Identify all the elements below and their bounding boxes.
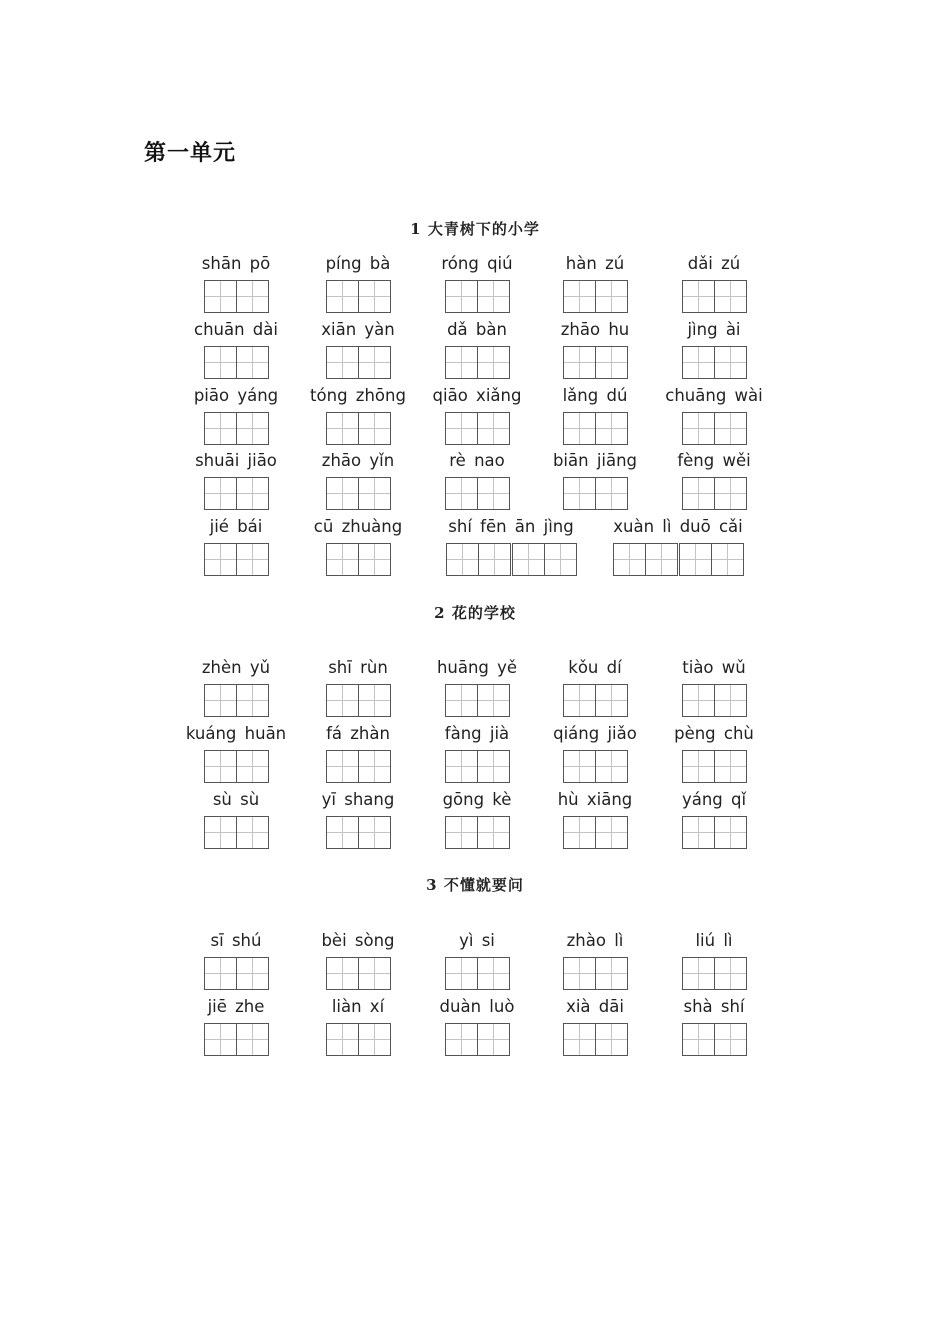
writing-box-group [563, 750, 628, 783]
writing-grid [204, 412, 269, 445]
writing-grid [445, 477, 510, 510]
writing-box[interactable] [595, 750, 628, 783]
writing-box[interactable] [714, 412, 747, 445]
writing-grid [326, 477, 391, 510]
writing-box[interactable] [563, 816, 596, 849]
pinyin-label: qiáng jiǎo [553, 724, 637, 743]
writing-grid [326, 412, 391, 445]
writing-box[interactable] [682, 477, 715, 510]
writing-box[interactable] [711, 543, 744, 576]
writing-box[interactable] [236, 280, 269, 313]
word-row [0, 722, 950, 788]
writing-box[interactable] [358, 346, 391, 379]
writing-box[interactable] [445, 816, 478, 849]
writing-box[interactable] [358, 750, 391, 783]
writing-box[interactable] [358, 957, 391, 990]
writing-box[interactable] [445, 1023, 478, 1056]
pinyin-label: jiē zhe [207, 997, 265, 1016]
pinyin-label: tóng zhōng [310, 386, 406, 405]
pinyin-label: bèi sòng [321, 931, 395, 950]
writing-box[interactable] [595, 816, 628, 849]
writing-box-group [445, 412, 510, 445]
writing-box[interactable] [445, 750, 478, 783]
writing-box[interactable] [682, 684, 715, 717]
writing-box[interactable] [326, 477, 359, 510]
writing-box[interactable] [236, 543, 269, 576]
writing-box[interactable] [358, 412, 391, 445]
writing-grid [682, 750, 747, 783]
writing-grid [682, 816, 747, 849]
writing-box[interactable] [204, 280, 237, 313]
pinyin-label: shuāi jiāo [195, 451, 277, 470]
writing-box[interactable] [682, 750, 715, 783]
writing-grid [563, 957, 628, 990]
pinyin-label: jìng ài [687, 320, 741, 339]
writing-grid [682, 684, 747, 717]
writing-grid [445, 684, 510, 717]
word-row [0, 656, 950, 722]
writing-grid [563, 816, 628, 849]
writing-box[interactable] [563, 957, 596, 990]
word-item [624, 929, 804, 994]
writing-box[interactable] [682, 346, 715, 379]
writing-box-group [445, 957, 510, 990]
writing-box[interactable] [563, 280, 596, 313]
writing-grid [682, 477, 747, 510]
writing-grid [613, 543, 744, 576]
writing-box-group [682, 816, 747, 849]
writing-box-group [204, 957, 269, 990]
writing-box[interactable] [682, 957, 715, 990]
writing-box[interactable] [445, 412, 478, 445]
word-row [0, 995, 950, 1061]
writing-box[interactable] [563, 684, 596, 717]
writing-box-group [445, 1023, 510, 1056]
pinyin-label: dǎ bàn [447, 320, 507, 339]
pinyin-label: biān jiāng [552, 451, 638, 470]
writing-grid [682, 1023, 747, 1056]
writing-box-group [563, 957, 628, 990]
writing-grid [326, 684, 391, 717]
writing-box[interactable] [204, 750, 237, 783]
pinyin-label: yì si [459, 931, 495, 950]
writing-grid [445, 1023, 510, 1056]
writing-grid [563, 280, 628, 313]
writing-box[interactable] [595, 477, 628, 510]
writing-box-group [326, 750, 391, 783]
writing-box[interactable] [595, 684, 628, 717]
writing-box[interactable] [682, 816, 715, 849]
writing-box[interactable] [679, 543, 712, 576]
writing-box-group [326, 957, 391, 990]
pinyin-label: tiào wǔ [682, 658, 746, 677]
writing-box-group [204, 1023, 269, 1056]
writing-box[interactable] [358, 280, 391, 313]
writing-box-group [326, 280, 391, 313]
pinyin-label: chuān dài [194, 320, 278, 339]
pinyin-label: rè nao [449, 451, 505, 470]
writing-grid [682, 346, 747, 379]
word-item [624, 252, 804, 317]
writing-grid [682, 412, 747, 445]
writing-box-group [682, 1023, 747, 1056]
pinyin-label: sù sù [212, 790, 260, 809]
word-row [0, 788, 950, 854]
writing-box-group [445, 750, 510, 783]
writing-grid [445, 750, 510, 783]
pinyin-label: zhèn yǔ [201, 658, 271, 677]
pinyin-label: kǒu dí [568, 658, 622, 677]
pinyin-label: piāo yáng [193, 386, 279, 405]
writing-grid [204, 816, 269, 849]
writing-grid [204, 684, 269, 717]
writing-box-group [204, 280, 269, 313]
writing-box-group [682, 280, 747, 313]
writing-box[interactable] [236, 1023, 269, 1056]
writing-box-group [613, 543, 678, 576]
writing-box[interactable] [326, 412, 359, 445]
pinyin-label: chuāng wài [665, 386, 763, 405]
writing-grid [326, 750, 391, 783]
pinyin-label: zhāo yǐn [321, 451, 395, 470]
word-row [0, 384, 950, 450]
writing-box-group [682, 750, 747, 783]
pinyin-label: cū zhuàng [313, 517, 403, 536]
word-item [624, 722, 804, 787]
writing-grid [204, 477, 269, 510]
pinyin-label: fàng jià [444, 724, 510, 743]
writing-box[interactable] [714, 477, 747, 510]
writing-box-group [204, 477, 269, 510]
pinyin-label: duàn luò [439, 997, 515, 1016]
writing-box[interactable] [236, 816, 269, 849]
writing-grid [563, 684, 628, 717]
pinyin-label: jié bái [209, 517, 263, 536]
word-item [624, 449, 804, 514]
word-row [0, 449, 950, 515]
writing-box[interactable] [326, 816, 359, 849]
pinyin-label: fá zhàn [326, 724, 390, 743]
writing-box-group [204, 750, 269, 783]
pinyin-label: shān pō [201, 254, 271, 273]
writing-grid [563, 1023, 628, 1056]
word-row [0, 515, 950, 581]
writing-box-group [326, 816, 391, 849]
writing-box-group [563, 477, 628, 510]
writing-box[interactable] [563, 412, 596, 445]
writing-box[interactable] [563, 477, 596, 510]
writing-box[interactable] [204, 684, 237, 717]
writing-box[interactable] [358, 684, 391, 717]
writing-box[interactable] [595, 346, 628, 379]
writing-box[interactable] [445, 684, 478, 717]
lesson-title: 2 花的学校 [434, 604, 516, 622]
pinyin-label: shī rùn [328, 658, 388, 677]
writing-grid [326, 1023, 391, 1056]
writing-grid [326, 346, 391, 379]
writing-box-group [204, 684, 269, 717]
writing-grid [204, 750, 269, 783]
writing-box[interactable] [714, 280, 747, 313]
writing-grid [563, 750, 628, 783]
writing-box[interactable] [204, 543, 237, 576]
writing-box-group [563, 816, 628, 849]
writing-box-group [446, 543, 511, 576]
pinyin-label: shí fēn ān jìng [448, 517, 574, 536]
unit-title: 第一单元 [144, 140, 237, 166]
writing-box-group [563, 280, 628, 313]
pinyin-label: liú lì [695, 931, 733, 950]
writing-box[interactable] [204, 957, 237, 990]
lesson-title: 3 不懂就要问 [426, 876, 524, 894]
writing-box-group [682, 957, 747, 990]
writing-box-group [204, 816, 269, 849]
writing-box[interactable] [613, 543, 646, 576]
writing-box[interactable] [236, 957, 269, 990]
writing-box-group [445, 477, 510, 510]
writing-box[interactable] [236, 346, 269, 379]
pinyin-label: dǎi zú [687, 254, 741, 273]
writing-box[interactable] [326, 1023, 359, 1056]
writing-box[interactable] [714, 684, 747, 717]
writing-box-group [682, 684, 747, 717]
pinyin-label: pèng chù [674, 724, 754, 743]
writing-box[interactable] [204, 477, 237, 510]
pinyin-label: xuàn lì duō cǎi [613, 517, 743, 536]
writing-box-group [445, 816, 510, 849]
writing-box[interactable] [563, 750, 596, 783]
writing-box[interactable] [445, 346, 478, 379]
writing-box[interactable] [204, 1023, 237, 1056]
writing-box[interactable] [563, 1023, 596, 1056]
writing-grid [204, 543, 269, 576]
pinyin-label: gōng kè [442, 790, 512, 809]
word-item [624, 788, 804, 853]
writing-grid [326, 957, 391, 990]
writing-box[interactable] [236, 684, 269, 717]
writing-grid [445, 346, 510, 379]
writing-box-group [326, 477, 391, 510]
writing-box-group [204, 346, 269, 379]
pinyin-label: shà shí [683, 997, 745, 1016]
writing-grid [204, 346, 269, 379]
pinyin-label: yáng qǐ [681, 790, 747, 809]
writing-grid [445, 816, 510, 849]
pinyin-label: sī shú [210, 931, 262, 950]
writing-box[interactable] [682, 412, 715, 445]
pinyin-label: hàn zú [565, 254, 625, 273]
writing-grid [563, 412, 628, 445]
pinyin-label: fèng wěi [677, 451, 751, 470]
word-item [624, 995, 804, 1060]
pinyin-label: huāng yě [436, 658, 518, 677]
writing-box[interactable] [714, 1023, 747, 1056]
writing-box-group [563, 684, 628, 717]
word-item [624, 384, 804, 449]
writing-box[interactable] [326, 684, 359, 717]
pinyin-label: píng bà [325, 254, 391, 273]
writing-box[interactable] [714, 750, 747, 783]
writing-box[interactable] [326, 750, 359, 783]
word-item [528, 515, 828, 580]
writing-box[interactable] [204, 816, 237, 849]
writing-grid [563, 477, 628, 510]
writing-grid [682, 957, 747, 990]
writing-box[interactable] [595, 957, 628, 990]
writing-box[interactable] [326, 957, 359, 990]
writing-box[interactable] [682, 1023, 715, 1056]
writing-box-group [682, 412, 747, 445]
pinyin-label: yī shang [321, 790, 395, 809]
pinyin-label: qiāo xiǎng [432, 386, 522, 405]
writing-box[interactable] [204, 346, 237, 379]
writing-box-group [326, 684, 391, 717]
writing-grid [445, 280, 510, 313]
writing-grid [326, 816, 391, 849]
writing-grid [445, 957, 510, 990]
pinyin-label: xià dāi [566, 997, 624, 1016]
writing-box-group [326, 1023, 391, 1056]
writing-box[interactable] [358, 477, 391, 510]
writing-box-group [563, 1023, 628, 1056]
writing-box[interactable] [358, 816, 391, 849]
writing-grid [445, 412, 510, 445]
writing-box-group [204, 412, 269, 445]
pinyin-label: róng qiú [441, 254, 513, 273]
writing-box[interactable] [645, 543, 678, 576]
writing-box[interactable] [595, 1023, 628, 1056]
writing-box[interactable] [595, 412, 628, 445]
writing-box[interactable] [478, 543, 511, 576]
writing-box-group [445, 346, 510, 379]
writing-box[interactable] [358, 1023, 391, 1056]
writing-box-group [445, 684, 510, 717]
writing-box[interactable] [204, 412, 237, 445]
writing-box[interactable] [236, 750, 269, 783]
word-row [0, 929, 950, 995]
writing-box[interactable] [714, 957, 747, 990]
writing-box-group [563, 412, 628, 445]
writing-box[interactable] [563, 346, 596, 379]
writing-box[interactable] [682, 280, 715, 313]
word-item [624, 656, 804, 721]
writing-box-group [326, 412, 391, 445]
writing-box[interactable] [236, 477, 269, 510]
word-row [0, 252, 950, 318]
writing-box-group [445, 280, 510, 313]
writing-box[interactable] [326, 346, 359, 379]
pinyin-label: hù xiāng [557, 790, 633, 809]
writing-box-group [679, 543, 744, 576]
word-item [624, 318, 804, 383]
writing-box[interactable] [326, 543, 359, 576]
writing-box[interactable] [326, 280, 359, 313]
writing-grid [204, 280, 269, 313]
writing-box[interactable] [714, 346, 747, 379]
writing-grid [563, 346, 628, 379]
writing-box[interactable] [446, 543, 479, 576]
writing-grid [204, 957, 269, 990]
writing-box[interactable] [714, 816, 747, 849]
writing-box[interactable] [595, 280, 628, 313]
pinyin-label: xiān yàn [321, 320, 395, 339]
writing-box[interactable] [445, 280, 478, 313]
writing-box-group [682, 346, 747, 379]
writing-box-group [204, 543, 269, 576]
pinyin-label: zhāo hu [560, 320, 630, 339]
pinyin-label: zhào lì [566, 931, 624, 950]
writing-box-group [563, 346, 628, 379]
pinyin-label: kuáng huān [185, 724, 287, 743]
writing-box-group [682, 477, 747, 510]
lesson-title: 1 大青树下的小学 [410, 220, 540, 238]
writing-grid [326, 280, 391, 313]
pinyin-label: liàn xí [331, 997, 385, 1016]
pinyin-label: lǎng dú [562, 386, 628, 405]
writing-box[interactable] [445, 477, 478, 510]
writing-box[interactable] [445, 957, 478, 990]
writing-grid [682, 280, 747, 313]
writing-box[interactable] [236, 412, 269, 445]
writing-grid [204, 1023, 269, 1056]
word-row [0, 318, 950, 384]
writing-box-group [326, 346, 391, 379]
